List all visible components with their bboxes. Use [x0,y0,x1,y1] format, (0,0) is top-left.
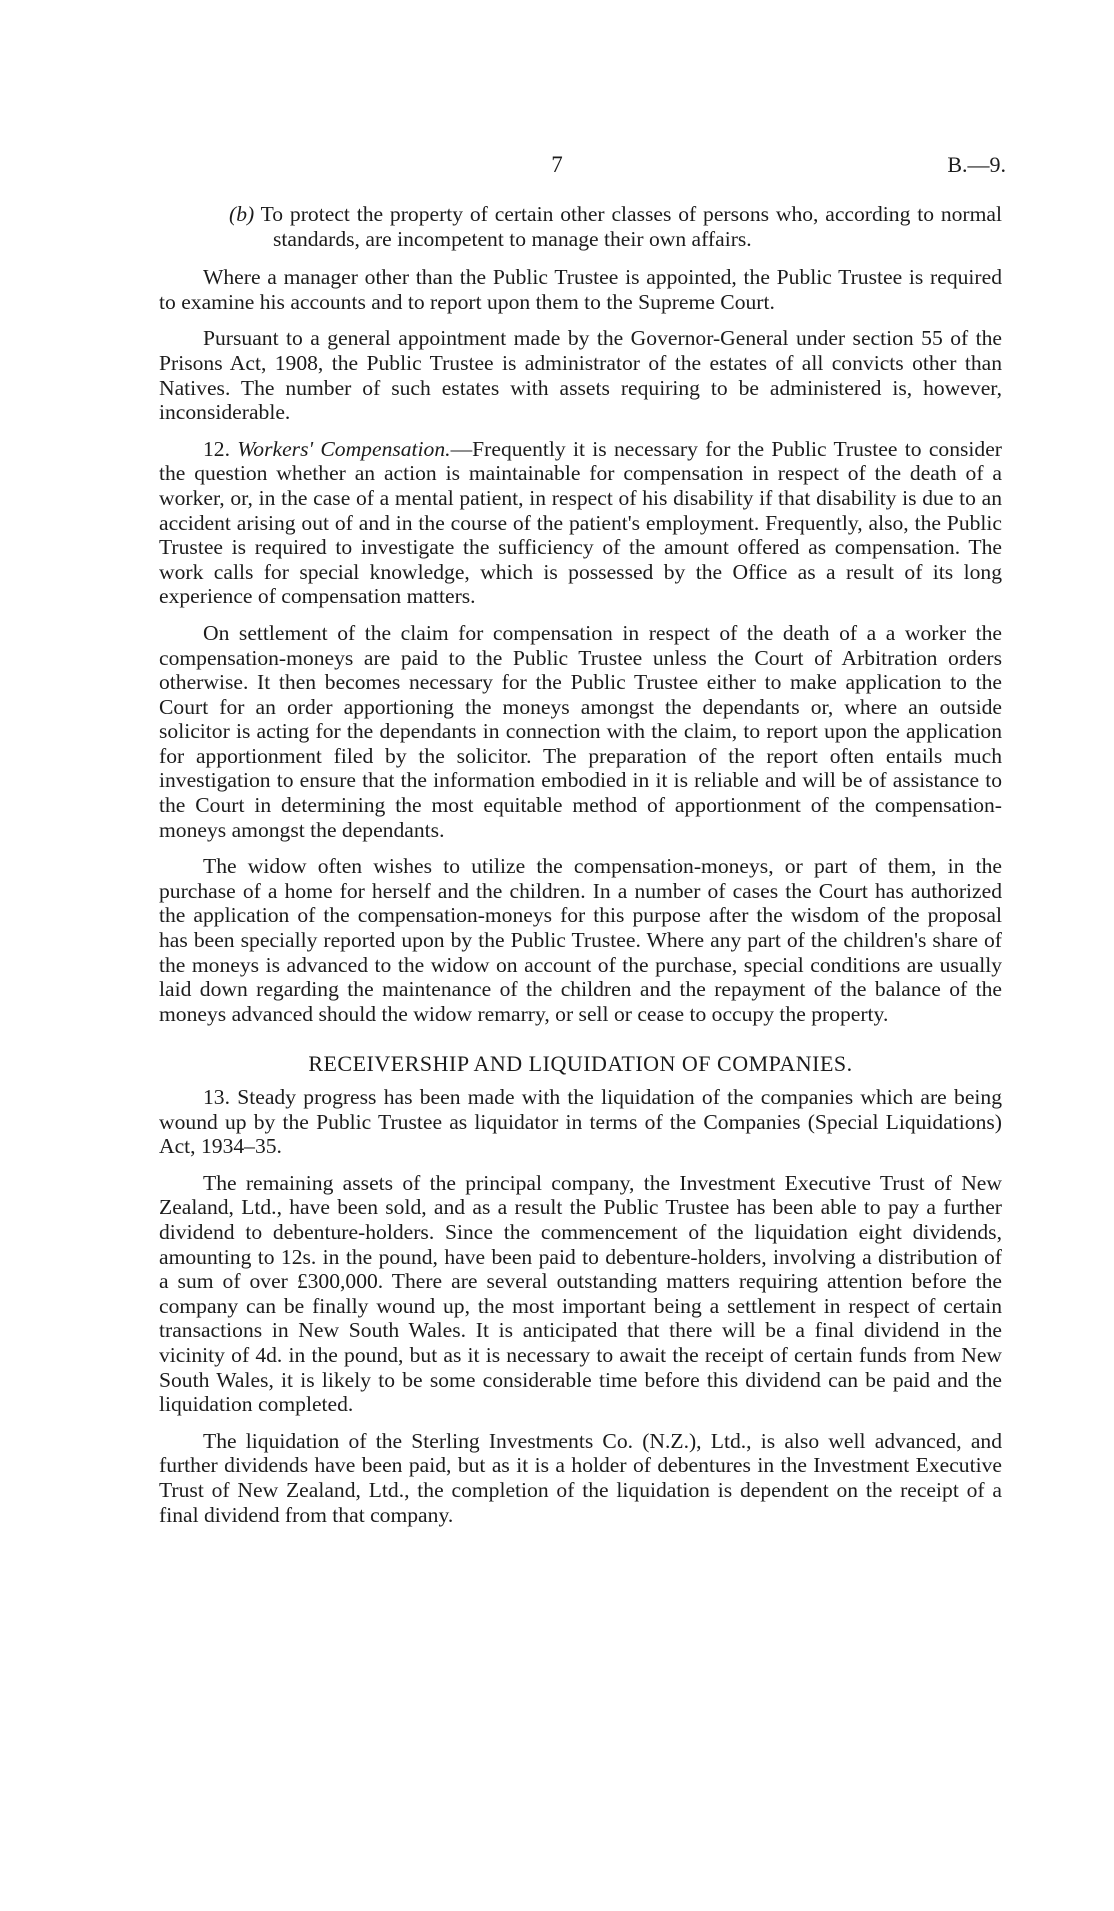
document-reference: B.—9. [947,152,1006,177]
section-12-lead [159,437,1002,609]
section-12-title: Workers' Compensation. [237,436,451,461]
list-item-b [229,202,1002,251]
paragraph-settlement-of-claim: On settlement of the claim for compensation in respect of the death of a a worker the compensation-moneys are paid to the Public Trustee unless the Court of Arbitration orders otherwise. It then becomes necessary for the Public Trustee either to make application to the Court for an order apportioning the moneys amongst the dependants or, where an outside solicitor is acting for the dependants in connection with the claim, to report upon the application for apportionment filed by the solicitor. The preparation of the report often entails much investigation to ensure that the information embodied in it is reliable and will be of assistance to the Court in determining the most equitable method of apportionment of the compensation-moneys amongst the dependants. [159,620,1002,842]
paragraph-investment-executive-trust: The remaining assets of the principal company, the Investment Executive Trust of New Zealand, Ltd., have been sold, and as a result the Public Trustee has been able to pay a further dividend to debenture-holders. Since the commencement of the liquidation eight dividends, amounting to 12s. in the pound, have been paid to debenture-holders, involving a distribution of a sum of over £300,000. There are several outstanding matters requiring attention before the company can be finally wound up, the most important being a settlement in respect of certain transactions in New South Wales. It is anticipated that there will be a final dividend in the vicinity of 4d. in the pound, but as it is necessary to await the receipt of certain funds from New South Wales, it is likely to be some considerable time before this dividend can be paid and the liquidation completed. [159,1170,1002,1417]
list-item-text: To protect the property of certain other classes of persons who, according to normal standards, are incompetent to manage their own affairs. [260,202,1002,251]
paragraph-manager-accounts: Where a manager other than the Public Trustee is appointed, the Public Trustee is required to examine his accounts and to report upon them to the Supreme Court. [159,265,1002,314]
page-number: 7 [551,152,563,177]
section-heading-receivership: RECEIVERSHIP AND LIQUIDATION OF COMPANIES. [308,1051,853,1077]
paragraph-widow-home: The widow often wishes to utilize the compensation-moneys, or part of them, in the purchase of a home for herself and the children. In a number of cases the Court has authorized the application of the compensation-moneys for this purpose after the wisdom of the proposal has been specially reported upon by the Public Trustee. Where any part of the children's share of the moneys is advanced to the widow on account of the purchase, special conditions are usually laid down regarding the maintenance of the children and the repayment of the balance of the moneys advanced should the widow remarry, or sell or cease to occupy the property. [159,854,1002,1026]
paragraph-sterling-investments: The liquidation of the Sterling Investments Co. (N.Z.), Ltd., is also well advanced, and further dividends have been paid, but as it is a holder of debentures in the Investment Executive Trust of New Zealand, Ltd., the completion of the liquidation is dependent on the receipt of a final dividend from that company. [159,1428,1002,1527]
list-item-marker: (b) [229,202,255,226]
section-12-text: —Frequently it is necessary for the Public Trustee to consider the question whether an action is maintainable for compensation in respect of the death of a worker, or, in the case of a mental patient, in respect of his disability if that disability is due to an accident arising out of and in the course of the patient's employment. Frequently, also, the Public Trustee is required to investigate the sufficiency of the amount offered as compensation. The work calls for special knowledge, which is possessed by the Office as a result of its long experience of compensation matters. [159,436,1002,609]
section-13-lead: 13. Steady progress has been made with the liquidation of the companies which are being wound up by the Public Trustee as liquidator in terms of the Companies (Special Liquidations) Act, 1934–35. [159,1085,1002,1159]
body-text [159,202,1002,1539]
paragraph-prisons-act: Pursuant to a general appointment made by the Governor-General under section 55 of the Prisons Act, 1908, the Public Trustee is administrator of the estates of all convicts other than Natives. The number of such estates with assets requiring to be administered is, however, inconsiderable. [159,326,1002,425]
section-12-number: 12. [203,436,230,461]
